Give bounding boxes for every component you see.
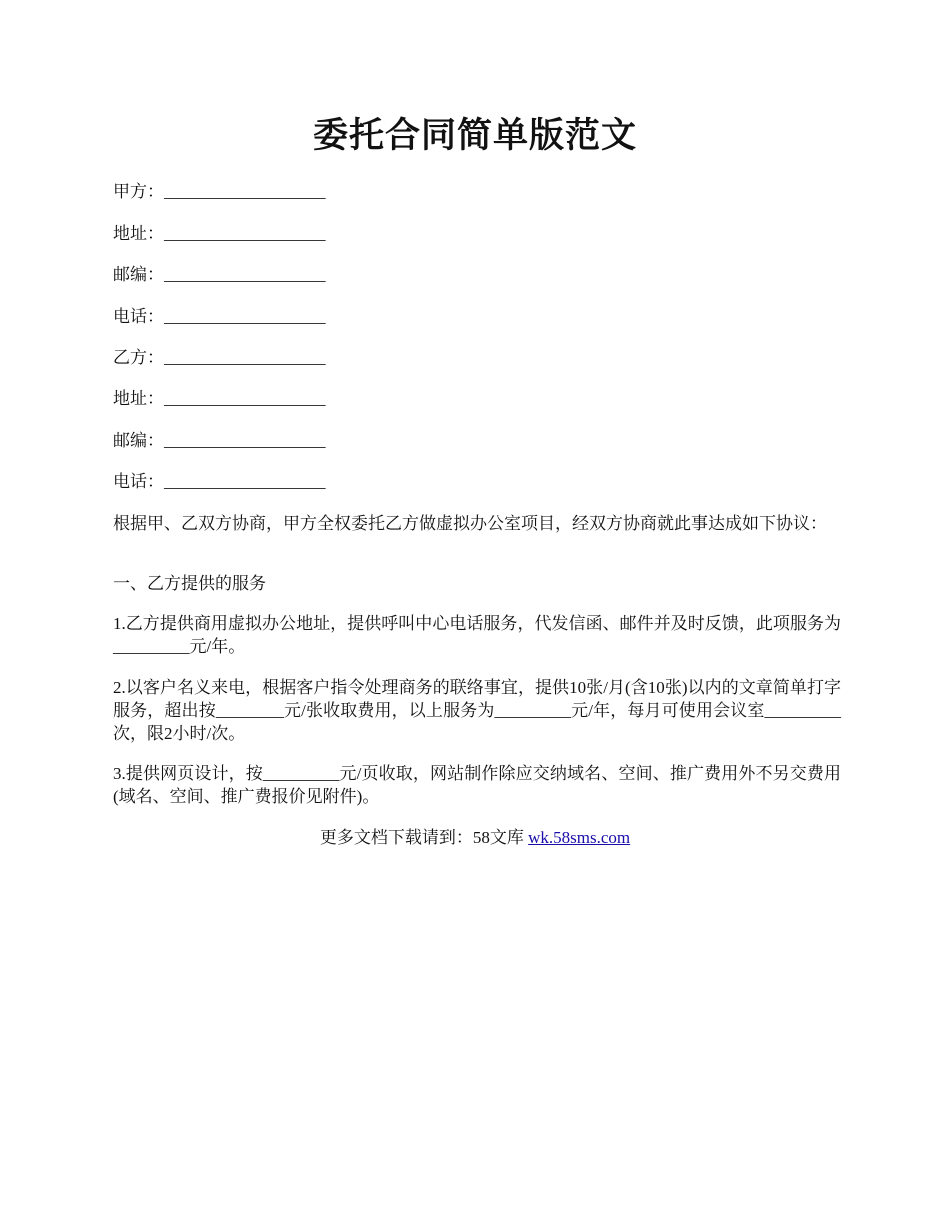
- footer-text: 更多文档下载请到：58文库: [319, 828, 529, 847]
- party-a-postcode-field: 邮编：___________________: [113, 265, 326, 284]
- party-b-phone-field: 电话：___________________: [113, 472, 326, 491]
- clause-2: 2.以客户名义来电，根据客户指令处理商务的联络事宜，提供10张/月(含10张)以内的文章简单打字服务，超出按________元/张收取费用，以上服务为_________元/年，每月可使用会议室_________次，限2小时/次。: [113, 678, 841, 743]
- clause-3: 3.提供网页设计，按_________元/页收取，网站制作除应交纳域名、空间、推广费用外不另交费用(域名、空间、推广费报价见附件)。: [113, 764, 841, 806]
- clause-1: 1.乙方提供商用虚拟办公地址，提供呼叫中心电话服务，代发信函、邮件并及时反馈，此项服务为_________元/年。: [113, 614, 841, 656]
- section-heading: 一、乙方提供的服务: [113, 574, 266, 593]
- footer-link[interactable]: wk.58sms.com: [528, 828, 631, 847]
- footer-download-note: [113, 826, 837, 850]
- party-a-address-field: 地址：___________________: [113, 224, 326, 243]
- party-a-name-field: 甲方：___________________: [113, 182, 326, 201]
- party-b-address-field: 地址：___________________: [113, 389, 326, 408]
- document-title: 委托合同简单版范文: [312, 116, 637, 155]
- intro-paragraph: 根据甲、乙双方协商，甲方全权委托乙方做虚拟办公室项目，经双方协商就此事达成如下协议：: [113, 514, 827, 533]
- party-b-postcode-field: 邮编：___________________: [113, 431, 326, 450]
- party-b-name-field: 乙方：___________________: [113, 348, 326, 367]
- party-a-phone-field: 电话：___________________: [113, 307, 326, 326]
